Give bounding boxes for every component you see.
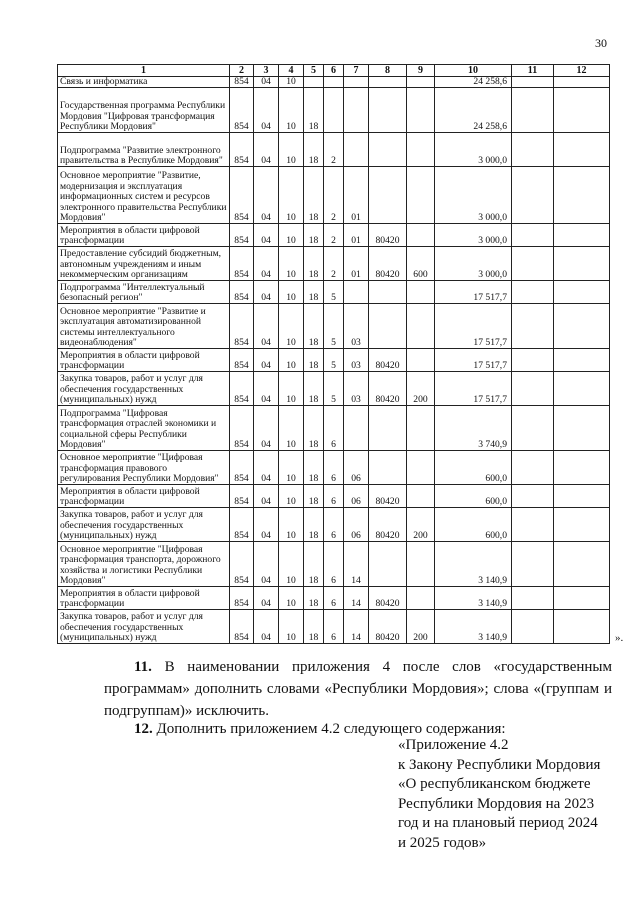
code-cell — [512, 304, 554, 349]
column-header: 5 — [304, 65, 324, 77]
code-cell: 18 — [304, 406, 324, 451]
code-cell: 18 — [304, 133, 324, 167]
code-cell: 04 — [254, 349, 279, 372]
code-cell: 04 — [254, 508, 279, 542]
code-cell: 10 — [279, 88, 304, 133]
amount-cell: 3 000,0 — [435, 133, 512, 167]
code-cell — [407, 77, 435, 88]
amount-cell: 17 517,7 — [435, 304, 512, 349]
code-cell — [369, 88, 407, 133]
amount-cell: 3 140,9 — [435, 610, 512, 644]
code-cell — [512, 587, 554, 610]
amount-cell: 3 740,9 — [435, 406, 512, 451]
code-cell: 18 — [304, 281, 324, 304]
code-cell: 10 — [279, 224, 304, 247]
code-cell: 04 — [254, 610, 279, 644]
table-row — [58, 508, 610, 542]
code-cell: 10 — [279, 133, 304, 167]
code-cell: 10 — [279, 508, 304, 542]
code-cell — [554, 508, 610, 542]
code-cell: 854 — [230, 451, 254, 485]
code-cell — [407, 133, 435, 167]
code-cell — [554, 133, 610, 167]
row-name-cell: Основное мероприятие "Развитие, модернизация и эксплуатация информационных систем и ресурсов электронного правительства Республики Мордовия" — [58, 167, 230, 224]
code-cell: 5 — [324, 281, 344, 304]
code-cell — [512, 247, 554, 281]
column-header: 3 — [254, 65, 279, 77]
appendix-line: к Закону Республики Мордовия — [398, 756, 601, 773]
code-cell: 854 — [230, 542, 254, 587]
code-cell: 80420 — [369, 224, 407, 247]
table-row — [58, 610, 610, 644]
code-cell: 10 — [279, 304, 304, 349]
table-body — [58, 77, 610, 644]
amount-cell: 24 258,6 — [435, 77, 512, 88]
code-cell: 10 — [279, 451, 304, 485]
code-cell: 18 — [304, 451, 324, 485]
amount-cell: 17 517,7 — [435, 372, 512, 406]
code-cell: 854 — [230, 406, 254, 451]
amount-cell: 600,0 — [435, 451, 512, 485]
code-cell: 2 — [324, 167, 344, 224]
code-cell — [407, 542, 435, 587]
code-cell — [512, 485, 554, 508]
code-cell — [512, 224, 554, 247]
code-cell: 2 — [324, 133, 344, 167]
column-header: 2 — [230, 65, 254, 77]
code-cell — [554, 224, 610, 247]
code-cell: 01 — [344, 247, 369, 281]
column-header: 12 — [554, 65, 610, 77]
code-cell — [407, 167, 435, 224]
code-cell: 04 — [254, 372, 279, 406]
table-row — [58, 247, 610, 281]
table-row — [58, 88, 610, 133]
code-cell: 200 — [407, 508, 435, 542]
code-cell: 18 — [304, 304, 324, 349]
code-cell: 6 — [324, 587, 344, 610]
page-number: 30 — [595, 36, 607, 50]
code-cell — [344, 406, 369, 451]
column-header: 7 — [344, 65, 369, 77]
appendix-line: Республики Мордовия на 2023 — [398, 795, 595, 812]
paragraph-12-text: Дополнить приложением 4.2 следующего содержания: — [156, 721, 506, 737]
row-name-cell: Государственная программа Республики Мордовия "Цифровая трансформация Республики Мордовия" — [58, 88, 230, 133]
code-cell: 18 — [304, 587, 324, 610]
table-row — [58, 542, 610, 587]
code-cell: 10 — [279, 542, 304, 587]
appendix-header — [398, 736, 600, 853]
code-cell: 04 — [254, 224, 279, 247]
code-cell: 2 — [324, 224, 344, 247]
code-cell: 6 — [324, 508, 344, 542]
code-cell — [407, 587, 435, 610]
code-cell — [324, 88, 344, 133]
code-cell — [512, 133, 554, 167]
row-name-cell: Закупка товаров, работ и услуг для обеспечения государственных (муниципальных) нужд — [58, 610, 230, 644]
code-cell: 80420 — [369, 587, 407, 610]
code-cell — [344, 77, 369, 88]
code-cell — [554, 372, 610, 406]
column-header: 9 — [407, 65, 435, 77]
code-cell — [369, 451, 407, 485]
code-cell: 10 — [279, 372, 304, 406]
code-cell: 01 — [344, 167, 369, 224]
appendix-line: год и на плановый период 2024 — [398, 815, 598, 831]
code-cell — [369, 133, 407, 167]
code-cell: 854 — [230, 88, 254, 133]
code-cell: 854 — [230, 224, 254, 247]
code-cell — [554, 88, 610, 133]
paragraph-11-text: В наименовании приложения 4 после слов «государственным программам» дополнить словами «Республики Мордовия»; слова «(группам и подгруппам)» исключить. — [104, 659, 613, 719]
amount-cell: 3 140,9 — [435, 542, 512, 587]
amount-cell: 3 140,9 — [435, 587, 512, 610]
code-cell: 10 — [279, 485, 304, 508]
row-name-cell: Предоставление субсидий бюджетным, автономным учреждениям и иным некоммерческим организациям — [58, 247, 230, 281]
row-name-cell: Подпрограмма "Интеллектуальный безопасный регион" — [58, 281, 230, 304]
code-cell: 80420 — [369, 485, 407, 508]
table-row — [58, 304, 610, 349]
table-row — [58, 451, 610, 485]
code-cell: 14 — [344, 542, 369, 587]
code-cell — [554, 542, 610, 587]
row-name-cell: Закупка товаров, работ и услуг для обеспечения государственных (муниципальных) нужд — [58, 508, 230, 542]
amount-cell: 3 000,0 — [435, 224, 512, 247]
code-cell: 80420 — [369, 247, 407, 281]
code-cell — [369, 281, 407, 304]
amount-cell: 17 517,7 — [435, 349, 512, 372]
code-cell — [512, 167, 554, 224]
code-cell — [344, 88, 369, 133]
code-cell — [554, 247, 610, 281]
code-cell: 18 — [304, 224, 324, 247]
code-cell: 854 — [230, 372, 254, 406]
code-cell: 6 — [324, 406, 344, 451]
code-cell: 18 — [304, 167, 324, 224]
code-cell: 04 — [254, 304, 279, 349]
code-cell — [369, 542, 407, 587]
amount-cell: 3 000,0 — [435, 167, 512, 224]
code-cell — [369, 406, 407, 451]
row-name-cell: Основное мероприятие "Цифровая трансформация правового регулирования Республики Мордовия" — [58, 451, 230, 485]
code-cell — [407, 451, 435, 485]
code-cell — [512, 542, 554, 587]
code-cell: 04 — [254, 88, 279, 133]
column-header: 1 — [58, 65, 230, 77]
code-cell — [512, 508, 554, 542]
code-cell — [369, 304, 407, 349]
row-name-cell: Мероприятия в области цифровой трансформации — [58, 587, 230, 610]
code-cell — [512, 372, 554, 406]
code-cell: 10 — [279, 77, 304, 88]
table-row — [58, 224, 610, 247]
code-cell: 04 — [254, 451, 279, 485]
code-cell: 01 — [344, 224, 369, 247]
table-row — [58, 167, 610, 224]
code-cell — [407, 406, 435, 451]
row-name-cell: Закупка товаров, работ и услуг для обеспечения государственных (муниципальных) нужд — [58, 372, 230, 406]
row-name-cell: Основное мероприятие "Развитие и эксплуатация автоматизированной системы интеллектуального видеонаблюдения" — [58, 304, 230, 349]
code-cell — [369, 77, 407, 88]
code-cell: 10 — [279, 406, 304, 451]
code-cell — [344, 281, 369, 304]
code-cell: 854 — [230, 485, 254, 508]
code-cell: 854 — [230, 304, 254, 349]
code-cell — [512, 349, 554, 372]
table-row — [58, 349, 610, 372]
code-cell — [407, 304, 435, 349]
table-row — [58, 77, 610, 88]
code-cell: 6 — [324, 610, 344, 644]
amount-cell: 600,0 — [435, 508, 512, 542]
code-cell: 18 — [304, 88, 324, 133]
code-cell: 80420 — [369, 610, 407, 644]
code-cell — [407, 224, 435, 247]
code-cell: 03 — [344, 372, 369, 406]
code-cell — [344, 133, 369, 167]
code-cell: 04 — [254, 133, 279, 167]
code-cell: 80420 — [369, 372, 407, 406]
table-row — [58, 406, 610, 451]
column-header: 8 — [369, 65, 407, 77]
code-cell: 854 — [230, 247, 254, 281]
code-cell: 03 — [344, 304, 369, 349]
code-cell — [407, 485, 435, 508]
row-name-cell: Подпрограмма "Цифровая трансформация отраслей экономики и социальной сферы Республики Мордовия" — [58, 406, 230, 451]
code-cell — [554, 167, 610, 224]
code-cell: 6 — [324, 485, 344, 508]
amount-cell: 600,0 — [435, 485, 512, 508]
appendix-line: и 2025 годов» — [398, 834, 487, 851]
code-cell — [324, 77, 344, 88]
code-cell: 10 — [279, 349, 304, 372]
column-header: 10 — [435, 65, 512, 77]
code-cell: 600 — [407, 247, 435, 281]
code-cell: 5 — [324, 304, 344, 349]
code-cell: 200 — [407, 610, 435, 644]
table-row — [58, 133, 610, 167]
row-name-cell: Мероприятия в области цифровой трансформации — [58, 349, 230, 372]
code-cell: 04 — [254, 587, 279, 610]
row-name-cell: Мероприятия в области цифровой трансформации — [58, 485, 230, 508]
code-cell: 6 — [324, 451, 344, 485]
code-cell — [554, 587, 610, 610]
code-cell: 18 — [304, 610, 324, 644]
amount-cell: 3 000,0 — [435, 247, 512, 281]
code-cell: 04 — [254, 247, 279, 281]
code-cell: 854 — [230, 610, 254, 644]
code-cell: 14 — [344, 610, 369, 644]
row-name-cell: Подпрограмма "Развитие электронного правительства в Республике Мордовия" — [58, 133, 230, 167]
code-cell — [369, 167, 407, 224]
code-cell — [554, 349, 610, 372]
table-end-mark: ». — [615, 632, 624, 644]
code-cell — [512, 281, 554, 304]
code-cell: 6 — [324, 542, 344, 587]
code-cell: 854 — [230, 167, 254, 224]
code-cell: 18 — [304, 542, 324, 587]
code-cell: 854 — [230, 587, 254, 610]
code-cell — [512, 406, 554, 451]
code-cell: 10 — [279, 167, 304, 224]
code-cell — [554, 406, 610, 451]
code-cell — [407, 88, 435, 133]
code-cell: 18 — [304, 372, 324, 406]
code-cell — [512, 88, 554, 133]
code-cell: 10 — [279, 247, 304, 281]
code-cell: 854 — [230, 508, 254, 542]
code-cell: 04 — [254, 485, 279, 508]
amount-cell: 24 258,6 — [435, 88, 512, 133]
code-cell: 04 — [254, 167, 279, 224]
code-cell — [407, 281, 435, 304]
code-cell: 10 — [279, 587, 304, 610]
code-cell: 854 — [230, 133, 254, 167]
code-cell — [512, 77, 554, 88]
amount-cell: 17 517,7 — [435, 281, 512, 304]
code-cell: 04 — [254, 77, 279, 88]
code-cell: 200 — [407, 372, 435, 406]
code-cell: 854 — [230, 281, 254, 304]
code-cell — [554, 304, 610, 349]
code-cell: 18 — [304, 508, 324, 542]
code-cell — [554, 281, 610, 304]
column-header: 11 — [512, 65, 554, 77]
code-cell: 10 — [279, 281, 304, 304]
code-cell: 04 — [254, 542, 279, 587]
code-cell: 10 — [279, 610, 304, 644]
row-name-cell: Основное мероприятие "Цифровая трансформация транспорта, дорожного хозяйства и логистики Республики Мордовия" — [58, 542, 230, 587]
table-row — [58, 587, 610, 610]
code-cell: 03 — [344, 349, 369, 372]
table-header-row — [58, 65, 610, 77]
paragraph-12-number: 12. — [134, 721, 153, 737]
code-cell — [554, 610, 610, 644]
table-row — [58, 281, 610, 304]
code-cell — [407, 349, 435, 372]
paragraph-11 — [104, 656, 612, 722]
code-cell: 5 — [324, 349, 344, 372]
code-cell — [512, 610, 554, 644]
code-cell — [554, 451, 610, 485]
code-cell: 80420 — [369, 349, 407, 372]
row-name-cell: Мероприятия в области цифровой трансформации — [58, 224, 230, 247]
appendix-line: «О республиканском бюджете — [398, 776, 591, 792]
table-row — [58, 485, 610, 508]
column-header: 4 — [279, 65, 304, 77]
code-cell: 06 — [344, 485, 369, 508]
code-cell: 06 — [344, 451, 369, 485]
table-row — [58, 372, 610, 406]
code-cell: 5 — [324, 372, 344, 406]
code-cell: 854 — [230, 349, 254, 372]
code-cell: 18 — [304, 485, 324, 508]
code-cell: 04 — [254, 406, 279, 451]
code-cell: 854 — [230, 77, 254, 88]
paragraph-11-number: 11. — [134, 659, 152, 675]
code-cell — [512, 451, 554, 485]
code-cell: 04 — [254, 281, 279, 304]
column-header: 6 — [324, 65, 344, 77]
code-cell: 06 — [344, 508, 369, 542]
code-cell: 80420 — [369, 508, 407, 542]
code-cell: 2 — [324, 247, 344, 281]
code-cell — [554, 77, 610, 88]
appendix-line: «Приложение 4.2 — [398, 737, 509, 753]
row-name-cell: Связь и информатика — [58, 77, 230, 88]
code-cell: 18 — [304, 349, 324, 372]
code-cell: 18 — [304, 247, 324, 281]
code-cell — [554, 485, 610, 508]
code-cell — [304, 77, 324, 88]
budget-table — [57, 64, 610, 644]
code-cell: 14 — [344, 587, 369, 610]
